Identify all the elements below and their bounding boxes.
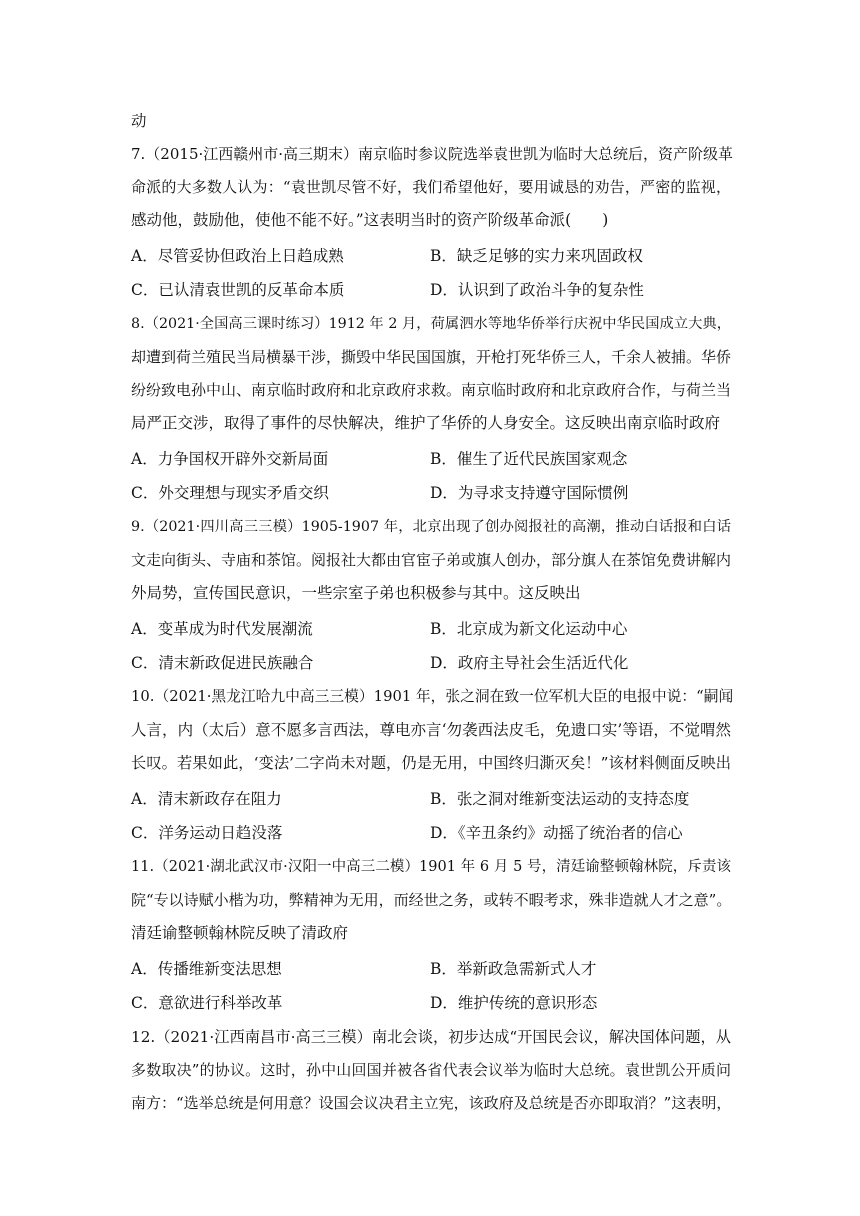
continued-fragment: 动 <box>131 112 147 130</box>
question-7-line-3: 感动他，鼓励他，使他不能不好。”这表明当时的资产阶级革命派( ) <box>131 211 609 229</box>
question-10-line-3: 长叹。若果如此，‘变法’二字尚未对题，仍是无用，中国终归澌灭矣！”该材料侧面反映出 <box>131 754 731 772</box>
question-12-line-2: 多数取决”的协议。这时，孙中山回国并被各省代表会议举为临时大总统。袁世凯公开质问 <box>131 1061 731 1079</box>
question-8-line-4: 局严正交涉，取得了事件的尽快解决，维护了华侨的人身安全。这反映出南京临时政府 <box>131 414 721 432</box>
question-9-line-2: 文走向街头、寺庙和茶馆。阅报社大都由官宦子弟或旗人创办，部分旗人在茶馆免费讲解内 <box>131 551 732 569</box>
question-10-line-1: 10.（2021·黑龙江哈九中高三三模）1901 年，张之洞在致一位军机大臣的电报中说：“嗣闻 <box>131 688 734 705</box>
question-11-option-c: C．意欲进行科举改革 <box>131 994 283 1012</box>
question-8-option-d: D．为寻求支持遵守国际惯例 <box>430 484 629 502</box>
question-7-option-b: B．缺乏足够的实力来巩固政权 <box>430 247 643 265</box>
question-9-option-a: A．变革成为时代发展潮流 <box>131 620 313 638</box>
question-11-line-3: 清廷谕整顿翰林院反映了清政府 <box>131 924 349 942</box>
question-9-line-3: 外局势，宣传国民意识，一些宗室子弟也积极参与其中。这反映出 <box>131 584 581 602</box>
question-9-option-c: C．清末新政促进民族融合 <box>131 654 314 672</box>
question-10-option-a: A．清末新政存在阻力 <box>131 790 282 808</box>
question-11-line-2: 院“专以诗赋小楷为功，弊精神为无用，而经世之务，或转不暇考求，殊非造就人才之意”。 <box>131 891 732 909</box>
question-8-option-b: B．催生了近代民族国家观念 <box>430 450 628 468</box>
question-10-option-b: B．张之洞对维新变法运动的支持态度 <box>430 790 690 808</box>
question-7-line-1: 7.（2015·江西赣州市·高三期末）南京临时参议院选举袁世凯为临时大总统后，资产阶级革 <box>131 145 734 163</box>
question-11-option-a: A．传播维新变法思想 <box>131 960 282 978</box>
question-10-option-c: C．洋务运动日趋没落 <box>131 824 283 842</box>
question-11-option-d: D．维护传统的意识形态 <box>430 994 598 1012</box>
question-10-line-2: 人言，内（太后）意不愿多言西法，尊电亦言‘勿袭西法皮毛，免遗口实’等语，不觉喟然 <box>131 721 731 739</box>
question-11-option-b: B．举新政急需新式人才 <box>430 960 597 978</box>
question-8-line-3: 纷纷致电孙中山、南京临时政府和北京政府求救。南京临时政府和北京政府合作，与荷兰当 <box>131 381 732 399</box>
question-9-line-1: 9.（2021·四川高三三模）1905-1907 年，北京出现了创办阅报社的高潮，推动白话报和白话 <box>131 519 731 535</box>
question-12-line-3: 南方：“选举总统是何用意？设国会议决君主立宪，该政府及总统是否亦即取消？”这表明， <box>131 1094 732 1112</box>
question-11-line-1: 11.（2021·湖北武汉市·汉阳一中高三二模）1901 年 6 月 5 号，清廷谕整顿翰林院，斥责该 <box>131 859 731 875</box>
question-8-line-1: 8.（2021·全国高三课时练习）1912 年 2 月，荷属泗水等地华侨举行庆祝中华民国成立大典， <box>131 316 731 332</box>
question-7-option-a: A．尽管妥协但政治上日趋成熟 <box>131 247 344 265</box>
question-9-option-b: B．北京成为新文化运动中心 <box>430 620 628 638</box>
question-8-option-c: C．外交理想与现实矛盾交织 <box>131 484 329 502</box>
question-7-line-2: 命派的大多数人认为：“袁世凯尽管不好，我们希望他好，要用诚恳的劝告，严密的监视， <box>131 178 731 196</box>
question-8-line-2: 却遭到荷兰殖民当局横暴干涉，撕毁中华民国国旗，开枪打死华侨三人，千余人被捕。华侨 <box>131 348 732 366</box>
question-12-line-1: 12.（2021·江西南昌市·高三三模）南北会谈，初步达成“开国民会议，解决国体问题，从 <box>131 1028 731 1046</box>
question-7-option-c: C．已认清袁世凯的反革命本质 <box>131 281 345 299</box>
question-8-option-a: A．力争国权开辟外交新局面 <box>131 450 329 468</box>
question-9-option-d: D．政府主导社会生活近代化 <box>430 654 629 672</box>
question-10-option-d: D．《辛丑条约》动摇了统治者的信心 <box>430 824 683 842</box>
question-7-option-d: D．认识到了政治斗争的复杂性 <box>430 281 644 299</box>
